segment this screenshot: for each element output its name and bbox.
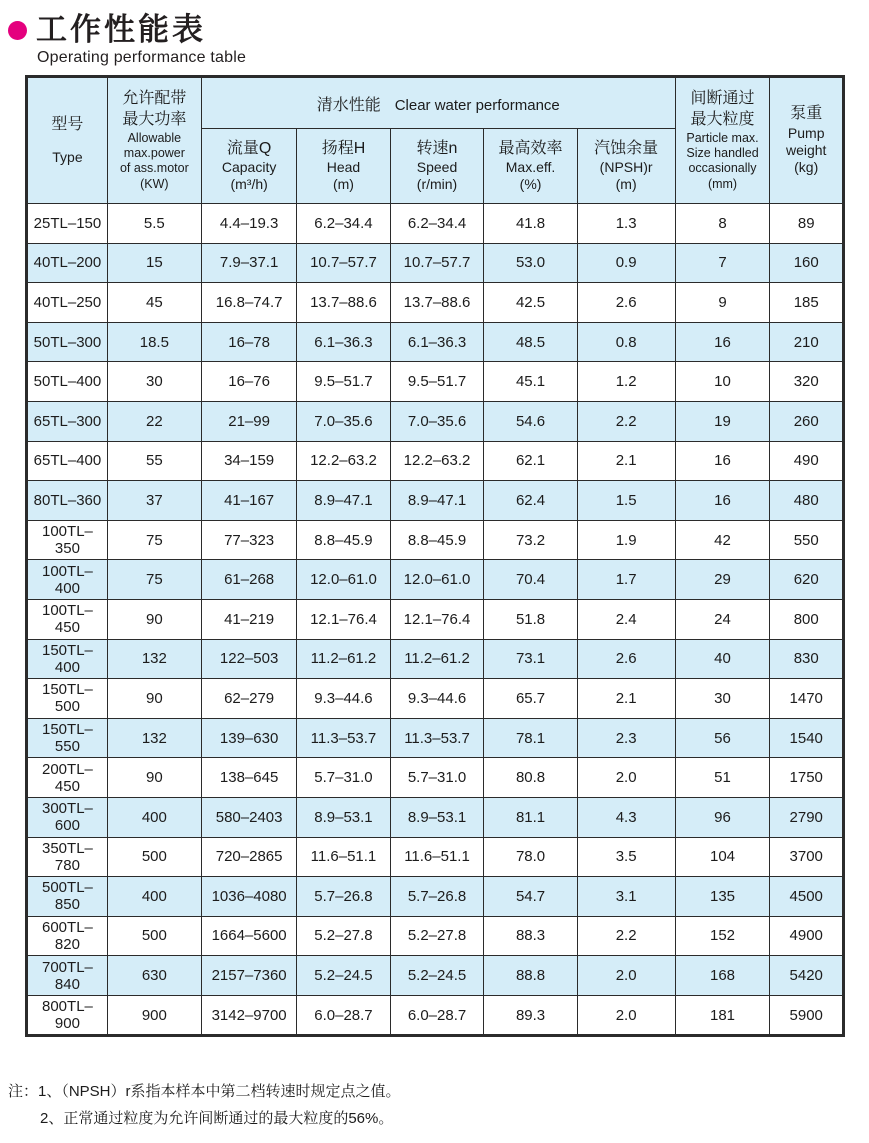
cell: 2.6 <box>577 639 675 679</box>
cell: 80.8 <box>484 758 577 798</box>
cell: 1750 <box>770 758 844 798</box>
cell: 51.8 <box>484 599 577 639</box>
performance-table <box>25 75 845 1037</box>
header-power <box>107 77 201 204</box>
cell: 16–76 <box>201 362 297 402</box>
table-row <box>27 916 844 956</box>
cell: 104 <box>675 837 770 877</box>
cell: 1.2 <box>577 362 675 402</box>
cell: 80TL–360 <box>27 481 108 521</box>
cell: 580–2403 <box>201 797 297 837</box>
cell: 73.2 <box>484 520 577 560</box>
cell: 11.2–61.2 <box>297 639 390 679</box>
cell: 40 <box>675 639 770 679</box>
cell: 34–159 <box>201 441 297 481</box>
cell: 2.0 <box>577 758 675 798</box>
header-clear-water <box>201 77 675 129</box>
header-type-zh: 型号 <box>51 115 84 133</box>
cell: 5.5 <box>107 204 201 244</box>
note-line-2: 2、正常通过粒度为允许间断通过的最大粒度的56%。 <box>40 1110 394 1127</box>
cell: 73.1 <box>484 639 577 679</box>
cell: 1.7 <box>577 560 675 600</box>
cell: 4500 <box>770 877 844 917</box>
table-row <box>27 401 844 441</box>
title-block <box>8 14 246 67</box>
cell: 4900 <box>770 916 844 956</box>
cell: 12.0–61.0 <box>390 560 484 600</box>
cell: 620 <box>770 560 844 600</box>
cell: 6.2–34.4 <box>297 204 390 244</box>
header-weight-zh: 泵重 <box>790 105 823 123</box>
cell: 6.0–28.7 <box>297 995 390 1036</box>
cell: 830 <box>770 639 844 679</box>
table-row <box>27 995 844 1036</box>
cell: 65TL–400 <box>27 441 108 481</box>
cell: 62–279 <box>201 679 297 719</box>
cell: 16 <box>675 322 770 362</box>
cell: 21–99 <box>201 401 297 441</box>
cell: 48.5 <box>484 322 577 362</box>
cell: 138–645 <box>201 758 297 798</box>
cell: 19 <box>675 401 770 441</box>
cell: 3.1 <box>577 877 675 917</box>
cell: 181 <box>675 995 770 1036</box>
cell: 2.0 <box>577 995 675 1036</box>
cell: 9 <box>675 283 770 323</box>
cell: 25TL–150 <box>27 204 108 244</box>
cell: 12.1–76.4 <box>297 599 390 639</box>
cell: 50TL–400 <box>27 362 108 402</box>
cell: 2.2 <box>577 401 675 441</box>
cell: 7 <box>675 243 770 283</box>
cell: 5.7–26.8 <box>297 877 390 917</box>
cell: 42 <box>675 520 770 560</box>
cell: 3700 <box>770 837 844 877</box>
header-head-en: Head (m) <box>326 159 361 193</box>
cell: 100TL–400 <box>27 560 108 600</box>
cell: 500 <box>107 837 201 877</box>
cell: 41–219 <box>201 599 297 639</box>
table-row <box>27 599 844 639</box>
cell: 8.8–45.9 <box>390 520 484 560</box>
cell: 152 <box>675 916 770 956</box>
cell: 78.1 <box>484 718 577 758</box>
cell: 7.0–35.6 <box>297 401 390 441</box>
table-row <box>27 837 844 877</box>
cell: 6.1–36.3 <box>390 322 484 362</box>
cell: 75 <box>107 560 201 600</box>
cell: 1.3 <box>577 204 675 244</box>
cell: 500TL–850 <box>27 877 108 917</box>
table-row <box>27 560 844 600</box>
cell: 9.3–44.6 <box>390 679 484 719</box>
cell: 45.1 <box>484 362 577 402</box>
cell: 2.0 <box>577 956 675 996</box>
header-type <box>27 77 108 204</box>
page-subtitle: Operating performance table <box>37 48 247 66</box>
cell: 2.4 <box>577 599 675 639</box>
header-head-zh: 扬程H <box>321 139 366 157</box>
cell: 10 <box>675 362 770 402</box>
cell: 5.2–27.8 <box>297 916 390 956</box>
bullet-icon <box>8 21 27 40</box>
header-particle <box>675 77 770 204</box>
cell: 11.3–53.7 <box>297 718 390 758</box>
cell: 37 <box>107 481 201 521</box>
cell: 210 <box>770 322 844 362</box>
cell: 8.9–47.1 <box>297 481 390 521</box>
cell: 2.1 <box>577 441 675 481</box>
cell: 160 <box>770 243 844 283</box>
cell: 6.0–28.7 <box>390 995 484 1036</box>
cell: 720–2865 <box>201 837 297 877</box>
header-clear-water-en: Clear water performance <box>394 96 560 114</box>
cell: 41–167 <box>201 481 297 521</box>
cell: 16 <box>675 481 770 521</box>
cell: 90 <box>107 679 201 719</box>
cell: 5.7–31.0 <box>297 758 390 798</box>
cell: 7.0–35.6 <box>390 401 484 441</box>
table-row <box>27 758 844 798</box>
cell: 490 <box>770 441 844 481</box>
header-npsh <box>577 129 675 204</box>
cell: 56 <box>675 718 770 758</box>
cell: 200TL–450 <box>27 758 108 798</box>
header-capacity <box>201 129 297 204</box>
header-weight-en: Pump weight (kg) <box>785 125 827 176</box>
header-npsh-en: (NPSH)r (m) <box>599 159 653 193</box>
header-max-eff-zh: 最高效率 <box>498 139 563 157</box>
cell: 62.1 <box>484 441 577 481</box>
cell: 89 <box>770 204 844 244</box>
cell: 122–503 <box>201 639 297 679</box>
header-speed-zh: 转速n <box>416 139 458 157</box>
table-row <box>27 441 844 481</box>
cell: 90 <box>107 599 201 639</box>
cell: 400 <box>107 797 201 837</box>
cell: 65TL–300 <box>27 401 108 441</box>
cell: 89.3 <box>484 995 577 1036</box>
header-weight <box>770 77 844 204</box>
cell: 10.7–57.7 <box>297 243 390 283</box>
header-npsh-zh: 汽蚀余量 <box>594 139 659 157</box>
table-row <box>27 797 844 837</box>
cell: 2.6 <box>577 283 675 323</box>
cell: 132 <box>107 718 201 758</box>
header-capacity-en: Capacity (m³/h) <box>221 159 277 193</box>
cell: 1540 <box>770 718 844 758</box>
table-row <box>27 639 844 679</box>
cell: 6.2–34.4 <box>390 204 484 244</box>
cell: 10.7–57.7 <box>390 243 484 283</box>
header-power-zh: 允许配带 最大功率 <box>122 90 187 128</box>
cell: 4.4–19.3 <box>201 204 297 244</box>
cell: 81.1 <box>484 797 577 837</box>
cell: 550 <box>770 520 844 560</box>
cell: 30 <box>107 362 201 402</box>
cell: 54.6 <box>484 401 577 441</box>
header-speed <box>390 129 484 204</box>
header-speed-en: Speed (r/min) <box>416 159 458 193</box>
cell: 700TL–840 <box>27 956 108 996</box>
cell: 350TL–780 <box>27 837 108 877</box>
cell: 9.3–44.6 <box>297 679 390 719</box>
header-max-eff-en: Max.eff. (%) <box>505 159 556 193</box>
cell: 62.4 <box>484 481 577 521</box>
cell: 6.1–36.3 <box>297 322 390 362</box>
note-line-1: 注：1、（NPSH）r系指本样本中第二档转速时规定点之值。 <box>8 1083 401 1100</box>
cell: 11.6–51.1 <box>297 837 390 877</box>
cell: 400 <box>107 877 201 917</box>
cell: 42.5 <box>484 283 577 323</box>
header-type-en: Type <box>52 149 83 166</box>
cell: 8.9–53.1 <box>390 797 484 837</box>
cell: 11.3–53.7 <box>390 718 484 758</box>
cell: 78.0 <box>484 837 577 877</box>
cell: 5.2–27.8 <box>390 916 484 956</box>
cell: 30 <box>675 679 770 719</box>
cell: 2790 <box>770 797 844 837</box>
cell: 800 <box>770 599 844 639</box>
header-power-en: Allowable max.power of ass.motor (KW) <box>119 130 189 191</box>
cell: 2157–7360 <box>201 956 297 996</box>
cell: 5.2–24.5 <box>297 956 390 996</box>
cell: 0.9 <box>577 243 675 283</box>
cell: 24 <box>675 599 770 639</box>
cell: 29 <box>675 560 770 600</box>
cell: 16 <box>675 441 770 481</box>
cell: 4.3 <box>577 797 675 837</box>
table-head <box>27 77 844 204</box>
table-row <box>27 481 844 521</box>
cell: 12.2–63.2 <box>390 441 484 481</box>
cell: 300TL–600 <box>27 797 108 837</box>
cell: 5420 <box>770 956 844 996</box>
cell: 70.4 <box>484 560 577 600</box>
table-row <box>27 322 844 362</box>
table-row <box>27 679 844 719</box>
table-row <box>27 956 844 996</box>
cell: 8.9–53.1 <box>297 797 390 837</box>
cell: 100TL–450 <box>27 599 108 639</box>
cell: 40TL–200 <box>27 243 108 283</box>
cell: 41.8 <box>484 204 577 244</box>
cell: 3142–9700 <box>201 995 297 1036</box>
header-max-eff <box>484 129 577 204</box>
cell: 150TL–500 <box>27 679 108 719</box>
table-row <box>27 718 844 758</box>
cell: 15 <box>107 243 201 283</box>
header-head <box>297 129 390 204</box>
cell: 11.6–51.1 <box>390 837 484 877</box>
cell: 12.2–63.2 <box>297 441 390 481</box>
cell: 5.2–24.5 <box>390 956 484 996</box>
cell: 51 <box>675 758 770 798</box>
cell: 61–268 <box>201 560 297 600</box>
cell: 9.5–51.7 <box>390 362 484 402</box>
cell: 12.1–76.4 <box>390 599 484 639</box>
cell: 45 <box>107 283 201 323</box>
cell: 50TL–300 <box>27 322 108 362</box>
cell: 96 <box>675 797 770 837</box>
cell: 54.7 <box>484 877 577 917</box>
cell: 139–630 <box>201 718 297 758</box>
cell: 168 <box>675 956 770 996</box>
cell: 7.9–37.1 <box>201 243 297 283</box>
notes <box>8 1078 401 1132</box>
cell: 2.2 <box>577 916 675 956</box>
cell: 12.0–61.0 <box>297 560 390 600</box>
cell: 132 <box>107 639 201 679</box>
header-capacity-zh: 流量Q <box>226 139 272 157</box>
cell: 0.8 <box>577 322 675 362</box>
cell: 75 <box>107 520 201 560</box>
cell: 185 <box>770 283 844 323</box>
cell: 900 <box>107 995 201 1036</box>
table-row <box>27 520 844 560</box>
cell: 9.5–51.7 <box>297 362 390 402</box>
cell: 8.9–47.1 <box>390 481 484 521</box>
cell: 500 <box>107 916 201 956</box>
cell: 22 <box>107 401 201 441</box>
cell: 5.7–31.0 <box>390 758 484 798</box>
cell: 40TL–250 <box>27 283 108 323</box>
cell: 100TL–350 <box>27 520 108 560</box>
cell: 11.2–61.2 <box>390 639 484 679</box>
cell: 16.8–74.7 <box>201 283 297 323</box>
cell: 1.9 <box>577 520 675 560</box>
table-body <box>27 204 844 1036</box>
cell: 88.8 <box>484 956 577 996</box>
cell: 13.7–88.6 <box>390 283 484 323</box>
page-title: 工作性能表 <box>36 12 206 47</box>
cell: 320 <box>770 362 844 402</box>
cell: 800TL–900 <box>27 995 108 1036</box>
cell: 77–323 <box>201 520 297 560</box>
cell: 88.3 <box>484 916 577 956</box>
cell: 135 <box>675 877 770 917</box>
cell: 2.1 <box>577 679 675 719</box>
table-row <box>27 204 844 244</box>
cell: 65.7 <box>484 679 577 719</box>
cell: 600TL–820 <box>27 916 108 956</box>
cell: 18.5 <box>107 322 201 362</box>
cell: 1.5 <box>577 481 675 521</box>
cell: 150TL–550 <box>27 718 108 758</box>
cell: 3.5 <box>577 837 675 877</box>
cell: 8.8–45.9 <box>297 520 390 560</box>
cell: 5900 <box>770 995 844 1036</box>
cell: 480 <box>770 481 844 521</box>
cell: 90 <box>107 758 201 798</box>
cell: 53.0 <box>484 243 577 283</box>
cell: 13.7–88.6 <box>297 283 390 323</box>
cell: 1664–5600 <box>201 916 297 956</box>
header-clear-water-zh: 清水性能 <box>316 96 381 114</box>
cell: 8 <box>675 204 770 244</box>
table-row <box>27 283 844 323</box>
cell: 630 <box>107 956 201 996</box>
table-row <box>27 243 844 283</box>
cell: 2.3 <box>577 718 675 758</box>
table-row <box>27 877 844 917</box>
cell: 260 <box>770 401 844 441</box>
header-particle-zh: 间断通过 最大粒度 <box>690 90 755 128</box>
cell: 5.7–26.8 <box>390 877 484 917</box>
cell: 1470 <box>770 679 844 719</box>
cell: 1036–4080 <box>201 877 297 917</box>
header-particle-en: Particle max. Size handled occasionally (mm) <box>686 130 759 191</box>
cell: 150TL–400 <box>27 639 108 679</box>
table-row <box>27 362 844 402</box>
cell: 16–78 <box>201 322 297 362</box>
cell: 55 <box>107 441 201 481</box>
